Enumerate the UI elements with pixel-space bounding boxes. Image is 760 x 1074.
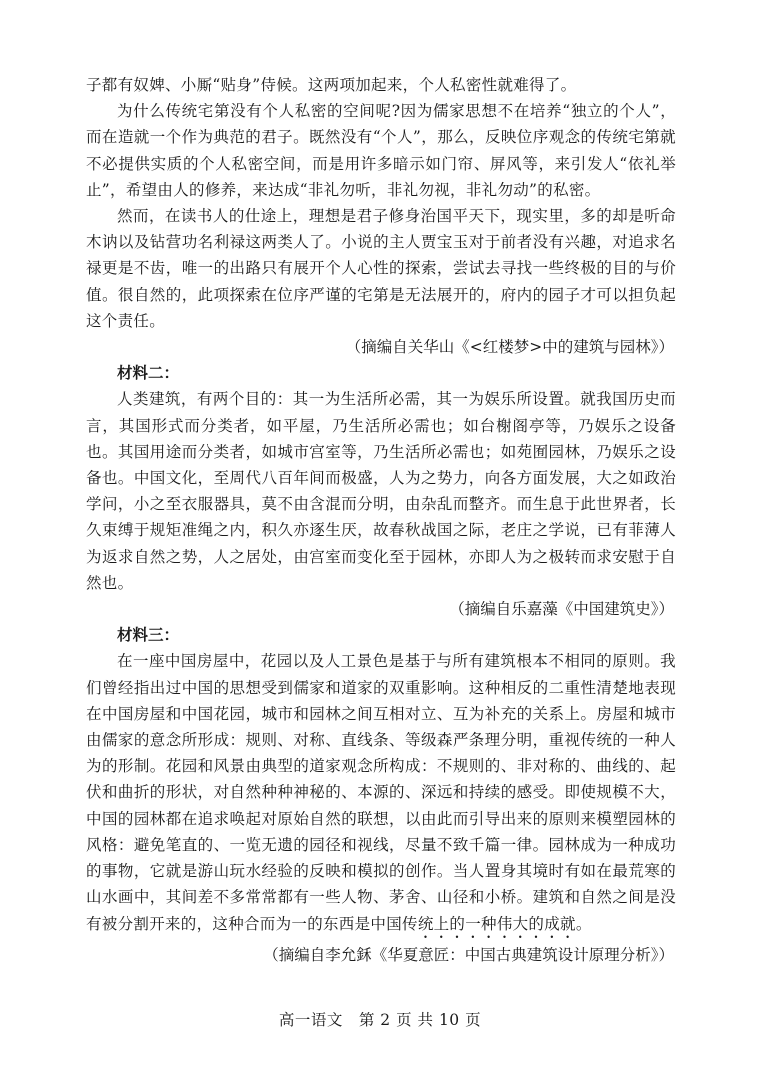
material3-emphasized-phrase: 统上的一种伟大的成就 (417, 914, 576, 933)
material2-paragraph: 人类建筑，有两个目的：其一为生活所必需，其一为娱乐所设置。就我国历史而言，其国形式而分类者，如平屋，乃生活所必需也；如台榭阁亭等，乃娱乐之设备也。其国用途而分类者，如城市宫室等，乃生活所必需也；如苑囿园林，乃娱乐之设备也。中国文化，至周代八百年间而极盛，人为之势力，向各方面发展，大之如政治学问，小之至衣服器具，莫不由含混而分明，由杂乱而整齐。而生息于此世界者，长久束缚于规矩准绳之内，积久亦逐生厌，故春秋战国之际，老庄之学说，已有菲薄人为返求自然之势，人之居处，由宫室而变化至于园林，亦即人为之极转而求安慰于自然也。 (86, 390, 676, 592)
material2-source: （摘编自乐嘉藻《中国建筑史》） (449, 600, 674, 619)
material3-source: （摘编自李允鉌《华夏意匠：中国古典建筑设计原理分析》） (263, 945, 674, 964)
material1-source: （摘编自关华山《<红楼梦>中的建筑与园林》） (345, 338, 674, 357)
material3-paragraph-main: 在一座中国房屋中，花园以及人工景色是基于与所有建筑根本不相同的原则。我们曾经指出过中国的思想受到儒家和道家的双重影响。这种相反的二重性清楚地表现在中国房屋和中国花园，城市和园林之间互相对立、互为补充的关系上。房屋和城市由儒家的意念所形成：规则、对称、直线条、等级森严条理分明，重视传统的一种人为的形制。花园和风景由典型的道家观念所构成：不规则的、非对称的、曲线的、起伏和曲折的形状，对自然种种神秘的、本源的、深远和持续的感受。即使规模不大，中国的园林都在追求唤起对原始自然的联想，以由此而引导出来的原则来模塑园林的风格：避免笔直的、一览无遗的园径和视线，尽量不致千篇一律。园林成为一种成功的事物，它就是游山玩水经验的反映和模拟的创作。当人置身其境时有如在最荒寒的山水画中，其间差不多常常都有一些人物、茅舍、山径和小桥。建筑和自然之间是没有被分割开来的，这种合而为一的东西是中国传 (86, 652, 676, 933)
material3-heading: 材料三： (117, 626, 180, 645)
page-body (86, 72, 676, 968)
material1-paragraph-2: 为什么传统宅第没有个人私密的空间呢?因为儒家思想不在培养“独立的个人”，而在造就一个作为典范的君子。既然没有“个人”，那么，反映位序观念的传统宅第就不必提供实质的个人私密空间，而是用许多暗示如门帘、屏风等，来引发人“依礼举止”，希望由人的修养，来达成“非礼勿听，非礼勿视，非礼勿动”的私密。 (86, 102, 676, 199)
material1-continuation: 子都有奴婢、小厮“贴身”侍候。这两项加起来，个人私密性就难得了。 (86, 76, 577, 94)
page-footer: 高一语文 第 2 页 共 10 页 (278, 1011, 482, 1029)
material2-heading: 材料二： (117, 364, 180, 383)
material3-paragraph (86, 648, 676, 941)
material3-paragraph-end: 。 (575, 914, 592, 933)
material1-paragraph-3: 然而，在读书人的仕途上，理想是君子修身治国平天下，现实里，多的却是听命木讷以及钻营功名利禄这两类人了。小说的主人贾宝玉对于前者没有兴趣，对追求名禄更是不齿，唯一的出路只有展开个人心性的探索，尝试去寻找一些终极的目的与价值。很自然的，此项探索在位序严谨的宅第是无法展开的，府内的园子才可以担负起这个责任。 (86, 207, 676, 330)
